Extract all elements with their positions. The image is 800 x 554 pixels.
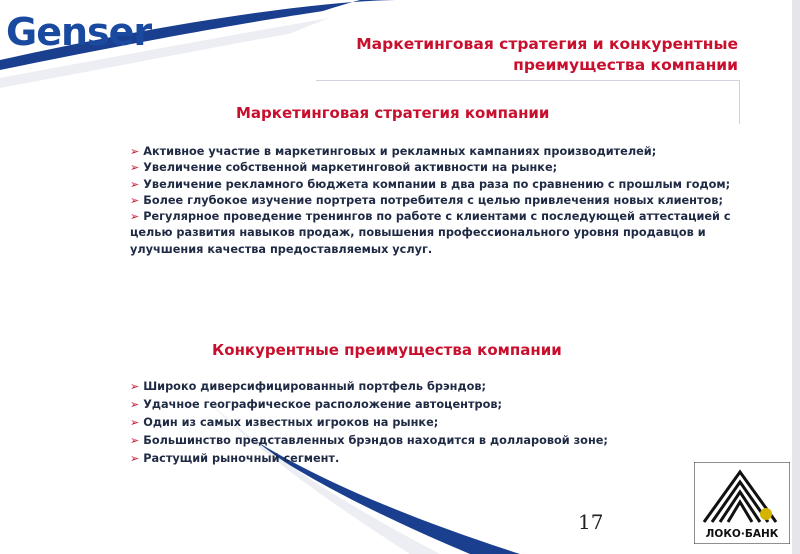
list-item: ➢ Увеличение рекламного бюджета компании в два раза по сравнению с прошлым годом; — [130, 177, 731, 191]
header-vertical-divider — [739, 80, 740, 124]
list-item: ➢ Большинство представленных брэндов находится в долларовой зоне; — [130, 434, 608, 447]
list-item: ➢ Широко диверсифицированный портфель брэндов; — [130, 380, 487, 393]
list-item: ➢ Более глубокое изучение портрета потребителя с целью привлечения новых клиентов; — [130, 193, 723, 207]
arrow-bullet-icon: ➢ — [130, 193, 140, 207]
list-item: ➢ Регулярное проведение тренингов по работе с клиентами с последующей аттестацией с целью развития навыков продаж, повышения профессионального уровня продавцов и улучшения качества предоставляемых услуг. — [130, 210, 731, 256]
list-item: ➢ Увеличение собственной маркетинговой активности на рынке; — [130, 161, 558, 175]
list-item: ➢ Активное участие в маркетинговых и рекламных кампаниях производителей; — [130, 145, 657, 158]
arrow-bullet-icon: ➢ — [130, 161, 140, 175]
section-heading-advantages: Конкурентные преимущества компании — [212, 341, 562, 359]
arrow-bullet-icon: ➢ — [130, 416, 140, 429]
bank-logo-label: ЛОКО·БАНК — [705, 528, 779, 540]
slide-title: Маркетинговая стратегия и конкурентные преимущества компании — [356, 35, 738, 74]
arrow-bullet-icon: ➢ — [130, 210, 140, 224]
arrow-bullet-icon: ➢ — [130, 452, 140, 465]
section-heading-strategy: Маркетинговая стратегия компании — [236, 104, 550, 122]
arrow-bullet-icon: ➢ — [130, 177, 140, 191]
list-item: ➢ Удачное географическое расположение автоцентров; — [130, 398, 502, 411]
arrow-bullet-icon: ➢ — [130, 145, 140, 158]
header-divider — [316, 80, 740, 81]
advantages-list — [130, 378, 730, 468]
list-item: ➢ Растущий рыночный сегмент. — [130, 452, 340, 465]
page-number: 17 — [578, 510, 604, 534]
arrow-bullet-icon: ➢ — [130, 434, 140, 447]
strategy-list — [130, 144, 750, 258]
arrow-bullet-icon: ➢ — [130, 398, 140, 411]
arrow-bullet-icon: ➢ — [130, 380, 140, 393]
genser-logo: Genser — [6, 10, 152, 54]
list-item: ➢ Один из самых известных игроков на рынке; — [130, 416, 439, 429]
